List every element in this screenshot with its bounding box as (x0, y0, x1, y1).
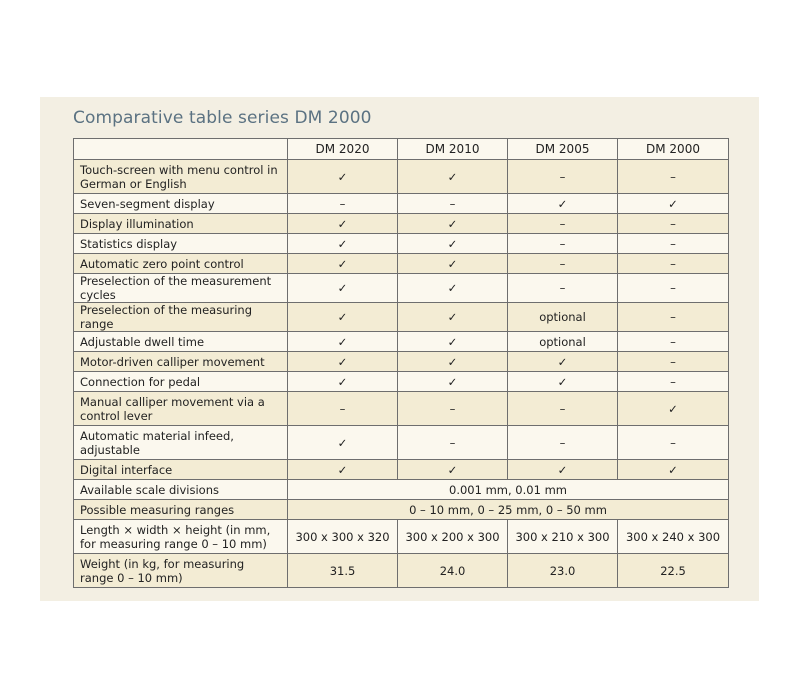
table-row (74, 460, 729, 480)
table-row (74, 254, 729, 274)
header-dm2020: DM 2020 (288, 139, 398, 160)
row-label: Statistics display (74, 234, 288, 254)
cell-value: 300 x 200 x 300 (398, 520, 508, 554)
cell-value: ✓ (288, 160, 398, 194)
table-row (74, 372, 729, 392)
table-row (74, 214, 729, 234)
cell-value: ✓ (508, 352, 618, 372)
cell-value: – (288, 392, 398, 426)
table-row (74, 392, 729, 426)
table-row (74, 194, 729, 214)
cell-value: – (618, 352, 729, 372)
cell-value: 22.5 (618, 554, 729, 588)
header-dm2000: DM 2000 (618, 139, 729, 160)
cell-value: ✓ (398, 372, 508, 392)
cell-value: ✓ (398, 214, 508, 234)
table-row (74, 520, 729, 554)
cell-value: – (618, 274, 729, 303)
header-empty-cell (74, 139, 288, 160)
row-label: Seven-segment display (74, 194, 288, 214)
cell-value: ✓ (288, 460, 398, 480)
cell-value: – (618, 214, 729, 234)
row-label: Touch-screen with menu control in German or English (74, 160, 288, 194)
cell-value: ✓ (398, 254, 508, 274)
row-label: Preselection of the measuring range (74, 303, 288, 332)
cell-value: – (288, 194, 398, 214)
cell-value: optional (508, 303, 618, 332)
table-row (74, 500, 729, 520)
cell-value: 31.5 (288, 554, 398, 588)
cell-value: – (508, 254, 618, 274)
header-row (74, 139, 729, 160)
cell-value: – (618, 426, 729, 460)
cell-value: ✓ (618, 460, 729, 480)
table-row (74, 480, 729, 500)
cell-value: ✓ (508, 460, 618, 480)
row-label: Possible measuring ranges (74, 500, 288, 520)
table-row (74, 352, 729, 372)
cell-value: – (508, 214, 618, 234)
cell-value: ✓ (398, 234, 508, 254)
cell-value: – (618, 332, 729, 352)
cell-value: ✓ (398, 332, 508, 352)
cell-value: 24.0 (398, 554, 508, 588)
row-label: Motor-driven calliper movement (74, 352, 288, 372)
cell-value: ✓ (508, 194, 618, 214)
cell-value: 300 x 300 x 320 (288, 520, 398, 554)
row-label: Digital interface (74, 460, 288, 480)
cell-value: – (398, 426, 508, 460)
row-label: Automatic material infeed, adjustable (74, 426, 288, 460)
table-row (74, 554, 729, 588)
cell-value: ✓ (288, 234, 398, 254)
cell-value: ✓ (618, 392, 729, 426)
row-label: Connection for pedal (74, 372, 288, 392)
table-row (74, 234, 729, 254)
cell-value: ✓ (288, 332, 398, 352)
cell-value: ✓ (288, 372, 398, 392)
cell-value: ✓ (618, 194, 729, 214)
row-label: Adjustable dwell time (74, 332, 288, 352)
cell-value: 300 x 240 x 300 (618, 520, 729, 554)
cell-span-value: 0 – 10 mm, 0 – 25 mm, 0 – 50 mm (288, 500, 729, 520)
cell-value: – (618, 303, 729, 332)
row-label: Manual calliper movement via a control lever (74, 392, 288, 426)
cell-value: – (618, 234, 729, 254)
cell-value: ✓ (398, 460, 508, 480)
row-label: Display illumination (74, 214, 288, 234)
table-row (74, 160, 729, 194)
cell-value: ✓ (288, 303, 398, 332)
table-title: Comparative table series DM 2000 (73, 108, 372, 128)
table-row (74, 274, 729, 303)
cell-value: – (508, 160, 618, 194)
row-label: Automatic zero point control (74, 254, 288, 274)
cell-value: ✓ (288, 274, 398, 303)
cell-value: – (398, 392, 508, 426)
cell-value: – (618, 254, 729, 274)
cell-value: – (398, 194, 508, 214)
row-label: Length × width × height (in mm, for measuring range 0 – 10 mm) (74, 520, 288, 554)
cell-value: ✓ (398, 303, 508, 332)
comparison-table (73, 138, 729, 588)
cell-value: – (618, 160, 729, 194)
table-row (74, 426, 729, 460)
cell-value: – (508, 426, 618, 460)
cell-value: – (508, 274, 618, 303)
header-dm2010: DM 2010 (398, 139, 508, 160)
table-row (74, 303, 729, 332)
cell-value: ✓ (288, 352, 398, 372)
header-dm2005: DM 2005 (508, 139, 618, 160)
table-row (74, 332, 729, 352)
cell-value: – (508, 234, 618, 254)
cell-value: optional (508, 332, 618, 352)
cell-value: ✓ (508, 372, 618, 392)
cell-value: ✓ (398, 160, 508, 194)
cell-value: 300 x 210 x 300 (508, 520, 618, 554)
cell-value: 23.0 (508, 554, 618, 588)
row-label: Weight (in kg, for measuring range 0 – 10 mm) (74, 554, 288, 588)
cell-value: ✓ (398, 352, 508, 372)
row-label: Available scale divisions (74, 480, 288, 500)
row-label: Preselection of the measurement cycles (74, 274, 288, 303)
cell-value: – (508, 392, 618, 426)
cell-value: – (618, 372, 729, 392)
cell-value: ✓ (398, 274, 508, 303)
cell-span-value: 0.001 mm, 0.01 mm (288, 480, 729, 500)
cell-value: ✓ (288, 426, 398, 460)
cell-value: ✓ (288, 214, 398, 234)
cell-value: ✓ (288, 254, 398, 274)
